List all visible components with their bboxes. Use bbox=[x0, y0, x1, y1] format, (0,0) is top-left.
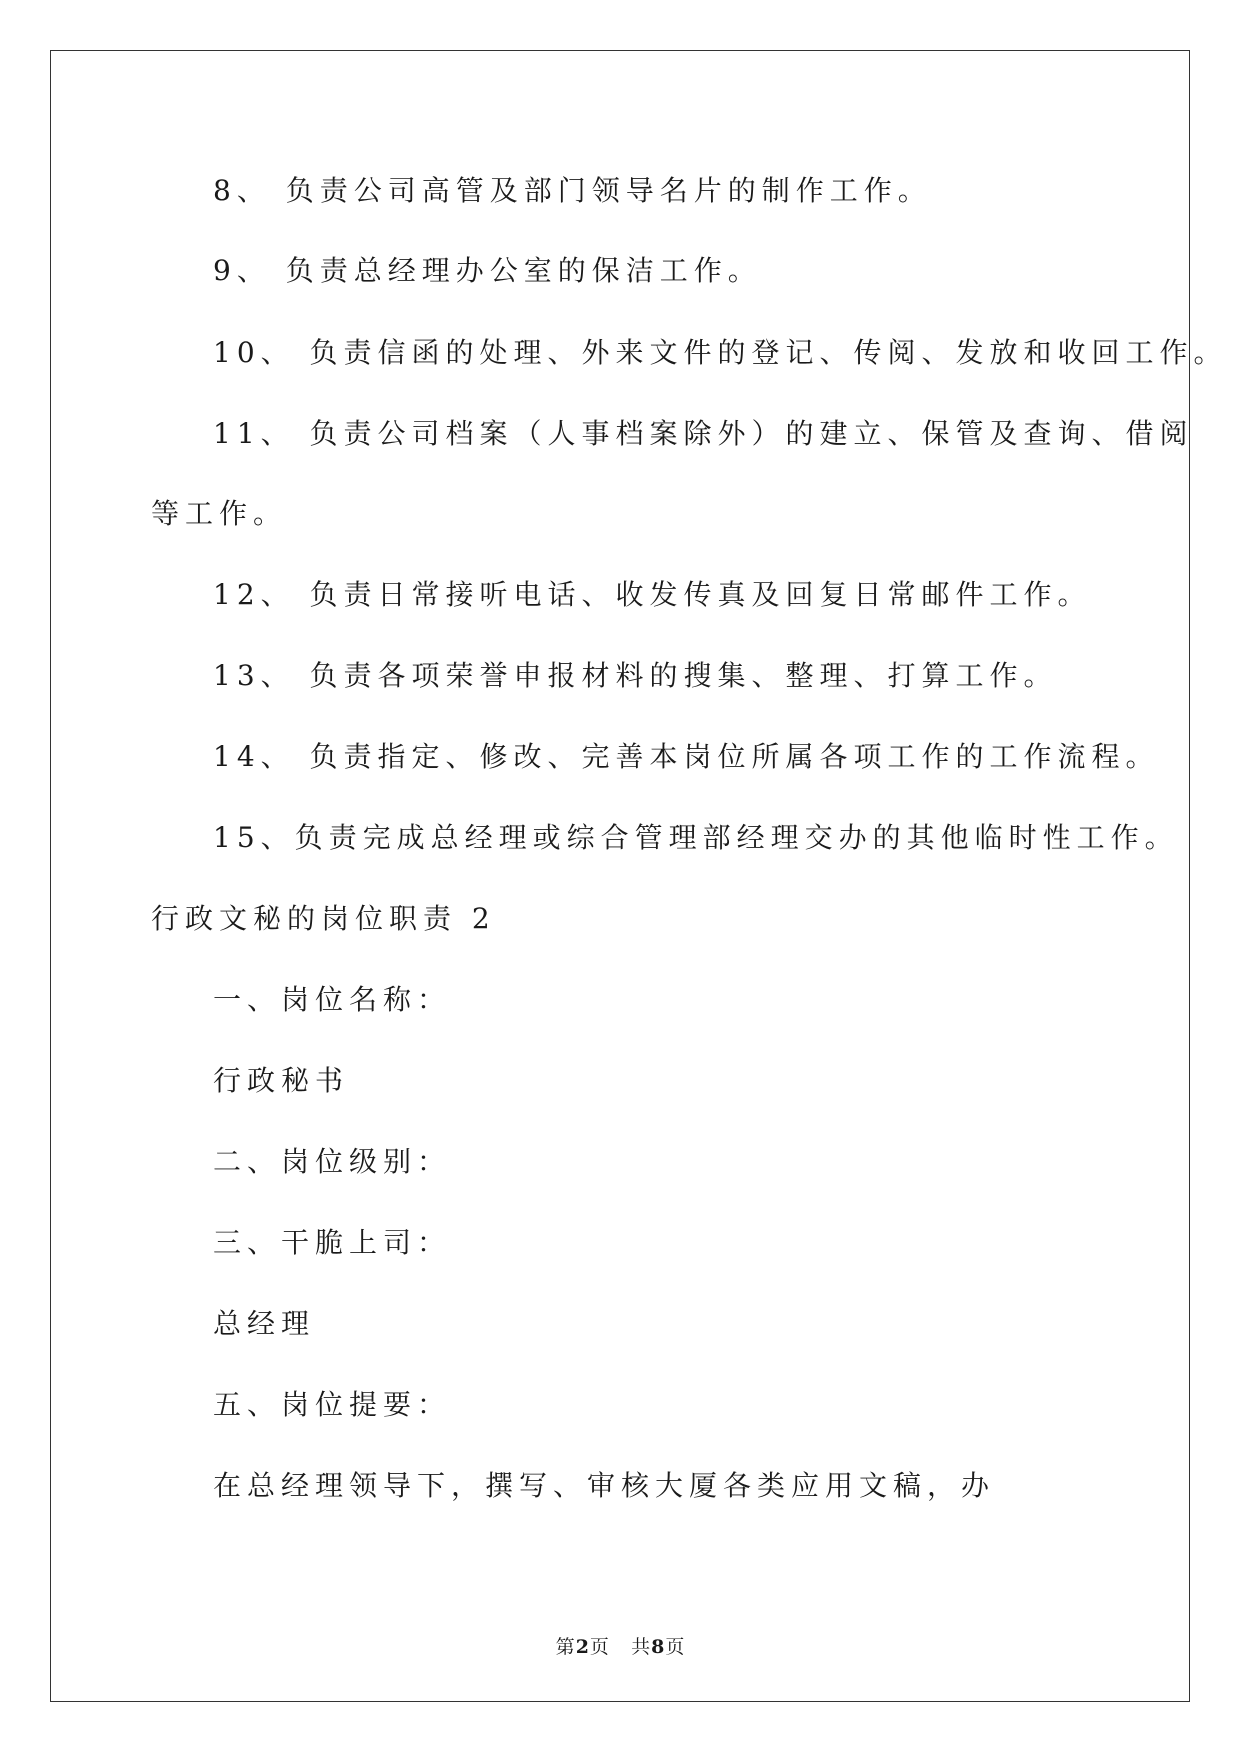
page-footer bbox=[0, 1632, 1241, 1659]
position-summary-text: 在总经理领导下，撰写、审核大厦各类应用文稿，办 bbox=[213, 1469, 996, 1502]
item-8-line: 8、 负责公司高管及部门领导名片的制作工作。 bbox=[213, 174, 932, 207]
footer-page-prefix: 第 bbox=[555, 1636, 576, 1658]
position-name-value: 行政秘书 bbox=[213, 1064, 350, 1097]
page-frame bbox=[50, 50, 1190, 1702]
item-9-line: 9、 负责总经理办公室的保洁工作。 bbox=[213, 254, 762, 287]
footer-total-pages: 8 bbox=[651, 1636, 666, 1658]
footer-total-suffix: 页 bbox=[665, 1636, 686, 1658]
item-14-line: 14、 负责指定、修改、完善本岗位所属各项工作的工作流程。 bbox=[213, 740, 1160, 773]
item-11-continuation: 等工作。 bbox=[151, 497, 288, 530]
position-summary-label: 五、岗位提要： bbox=[213, 1388, 452, 1421]
direct-superior-value: 总经理 bbox=[213, 1307, 316, 1340]
item-11-line: 11、 负责公司档案（人事档案除外）的建立、保管及查询、借阅 bbox=[213, 417, 1194, 450]
footer-page-number: 2 bbox=[575, 1636, 590, 1658]
position-name-label: 一、岗位名称： bbox=[213, 983, 452, 1016]
item-12-line: 12、 负责日常接听电话、收发传真及回复日常邮件工作。 bbox=[213, 578, 1092, 611]
item-10-line: 10、 负责信函的处理、外来文件的登记、传阅、发放和收回工作。 bbox=[213, 336, 1228, 369]
section-heading: 行政文秘的岗位职责 2 bbox=[151, 902, 496, 935]
item-15-line: 15、负责完成总经理或综合管理部经理交办的其他临时性工作。 bbox=[213, 821, 1179, 854]
footer-page-suffix: 页 bbox=[589, 1636, 610, 1658]
position-level-label: 二、岗位级别： bbox=[213, 1145, 452, 1178]
footer-total-prefix: 共 bbox=[631, 1636, 652, 1658]
direct-superior-label: 三、干脆上司： bbox=[213, 1226, 452, 1259]
item-13-line: 13、 负责各项荣誉申报材料的搜集、整理、打算工作。 bbox=[213, 659, 1058, 692]
